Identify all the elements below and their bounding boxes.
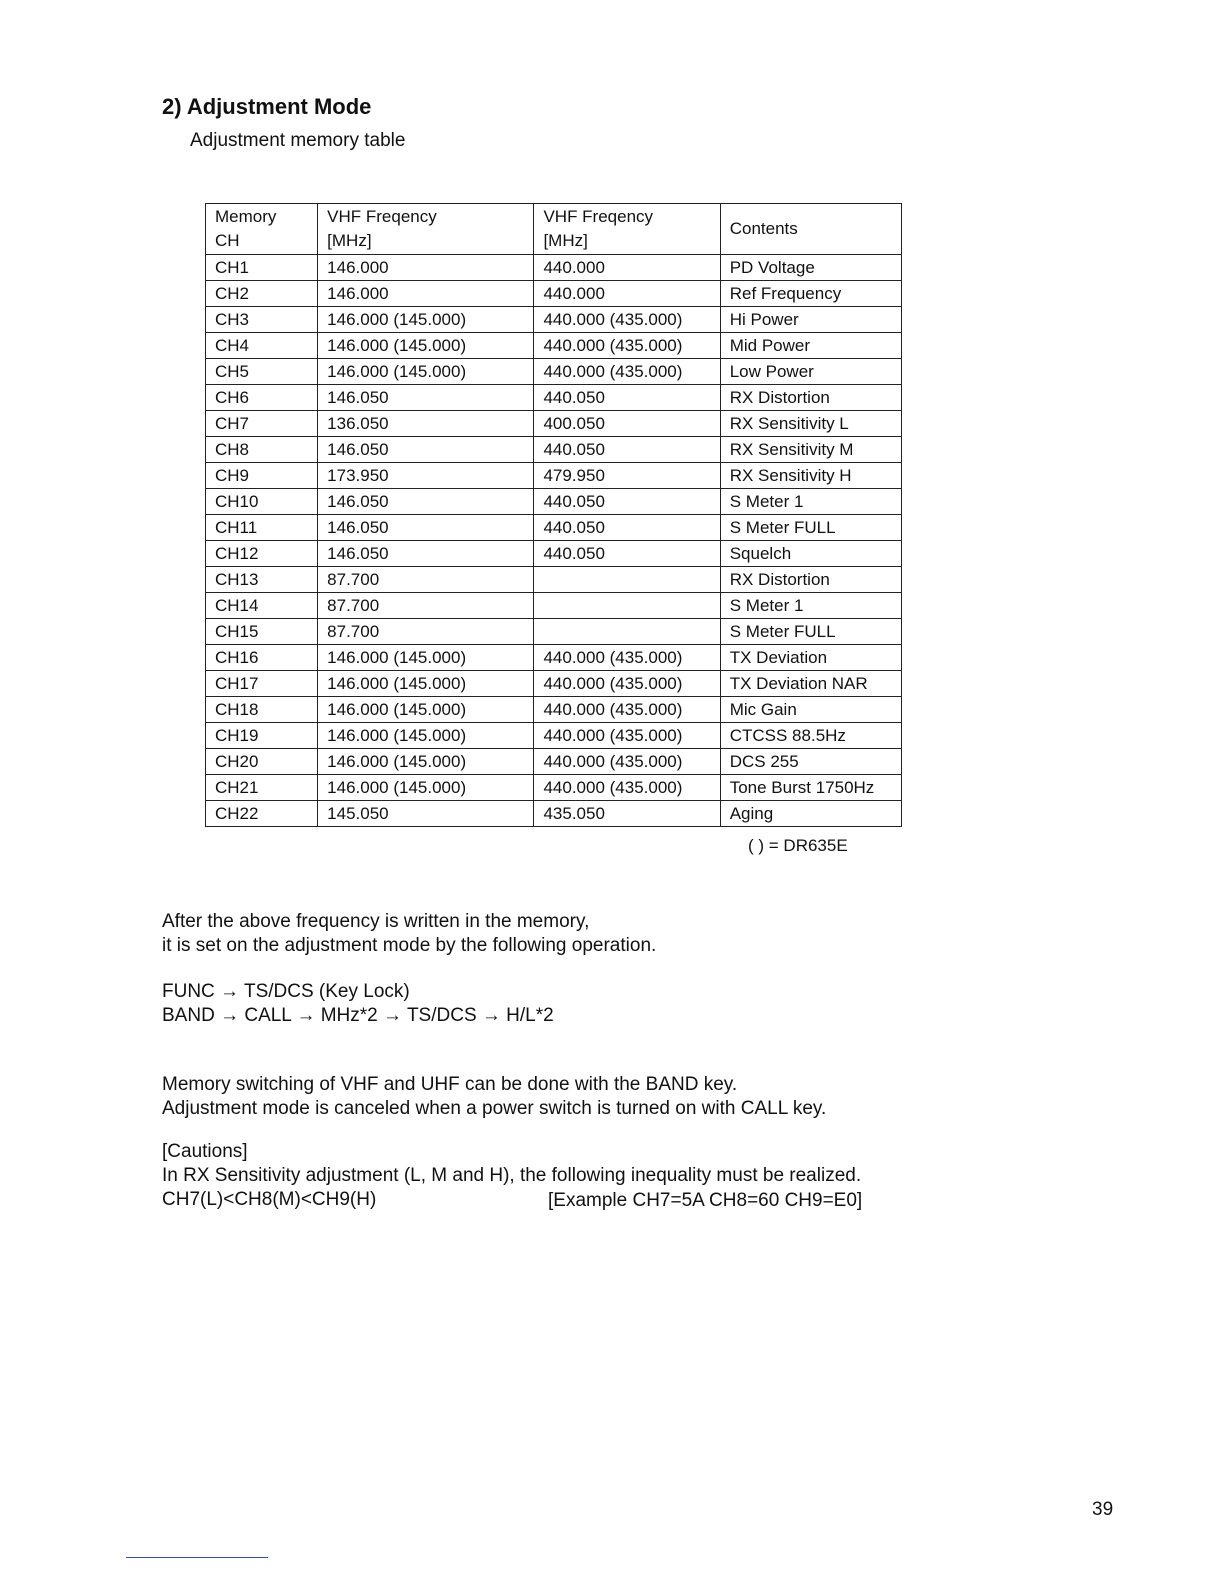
- contents-cell: CTCSS 88.5Hz: [720, 723, 901, 749]
- contents-cell: Aging: [720, 801, 901, 827]
- table-row: [206, 775, 902, 801]
- contents-cell: S Meter FULL: [720, 515, 901, 541]
- vhf-frequency-cell: 146.000 (145.000): [318, 697, 534, 723]
- vhf-frequency-cell: 146.050: [318, 489, 534, 515]
- memory-ch-cell: CH20: [206, 749, 318, 775]
- memory-ch-cell: CH14: [206, 593, 318, 619]
- memory-ch-cell: CH4: [206, 333, 318, 359]
- header-line: VHF Freqency: [543, 207, 654, 226]
- uhf-frequency-cell: 440.050: [534, 515, 720, 541]
- uhf-frequency-cell: 440.000 (435.000): [534, 775, 720, 801]
- cautions-example: [Example CH7=5A CH8=60 CH9=E0]: [548, 1190, 863, 1211]
- contents-cell: Ref Frequency: [720, 281, 901, 307]
- uhf-frequency-cell: 440.000 (435.000): [534, 645, 720, 671]
- contents-cell: Mic Gain: [720, 697, 901, 723]
- uhf-frequency-cell: 440.000 (435.000): [534, 749, 720, 775]
- table-row: [206, 437, 902, 463]
- vhf-frequency-cell: 87.700: [318, 567, 534, 593]
- table-row: [206, 385, 902, 411]
- vhf-frequency-cell: 146.000: [318, 255, 534, 281]
- vhf-frequency-cell: 145.050: [318, 801, 534, 827]
- vhf-frequency-cell: 146.000: [318, 281, 534, 307]
- table-row: [206, 567, 902, 593]
- vhf-frequency-cell: 146.000 (145.000): [318, 333, 534, 359]
- contents-cell: RX Distortion: [720, 567, 901, 593]
- table-row: [206, 489, 902, 515]
- section-heading: 2) Adjustment Mode: [162, 94, 372, 119]
- memory-ch-cell: CH9: [206, 463, 318, 489]
- uhf-frequency-cell: [534, 567, 720, 593]
- header-vhf-frequency: [318, 204, 534, 255]
- vhf-frequency-cell: 146.000 (145.000): [318, 749, 534, 775]
- adjustment-memory-table: [205, 203, 902, 827]
- vhf-frequency-cell: 146.000 (145.000): [318, 671, 534, 697]
- memory-ch-cell: CH8: [206, 437, 318, 463]
- text-line: After the above frequency is written in the memory,: [162, 911, 590, 932]
- vhf-frequency-cell: 146.050: [318, 541, 534, 567]
- memory-ch-cell: CH5: [206, 359, 318, 385]
- vhf-frequency-cell: 136.050: [318, 411, 534, 437]
- memory-ch-cell: CH16: [206, 645, 318, 671]
- table-row: [206, 749, 902, 775]
- contents-cell: TX Deviation: [720, 645, 901, 671]
- uhf-frequency-cell: 479.950: [534, 463, 720, 489]
- uhf-frequency-cell: 440.000: [534, 281, 720, 307]
- header-line: [MHz]: [543, 231, 588, 250]
- contents-cell: RX Sensitivity M: [720, 437, 901, 463]
- text-line: FUNC → TS/DCS (Key Lock): [162, 981, 410, 1002]
- text-line: Adjustment mode is canceled when a power switch is turned on with CALL key.: [162, 1098, 827, 1119]
- table-row: [206, 515, 902, 541]
- uhf-frequency-cell: 435.050: [534, 801, 720, 827]
- memory-ch-cell: CH21: [206, 775, 318, 801]
- footer-rule: [126, 1557, 268, 1558]
- vhf-frequency-cell: 87.700: [318, 619, 534, 645]
- table-header-row: [206, 204, 902, 255]
- header-line: [MHz]: [327, 231, 372, 250]
- contents-cell: S Meter FULL: [720, 619, 901, 645]
- uhf-frequency-cell: [534, 593, 720, 619]
- contents-cell: RX Distortion: [720, 385, 901, 411]
- table-row: [206, 593, 902, 619]
- uhf-frequency-cell: 440.000 (435.000): [534, 333, 720, 359]
- vhf-frequency-cell: 146.050: [318, 385, 534, 411]
- table-row: [206, 359, 902, 385]
- uhf-frequency-cell: 440.000 (435.000): [534, 359, 720, 385]
- vhf-frequency-cell: 173.950: [318, 463, 534, 489]
- memory-ch-cell: CH3: [206, 307, 318, 333]
- memory-ch-cell: CH1: [206, 255, 318, 281]
- header-contents: [720, 204, 901, 255]
- uhf-frequency-cell: 440.000 (435.000): [534, 307, 720, 333]
- table-row: [206, 671, 902, 697]
- table-footnote: ( ) = DR635E: [748, 836, 848, 855]
- contents-cell: RX Sensitivity H: [720, 463, 901, 489]
- vhf-frequency-cell: 146.000 (145.000): [318, 307, 534, 333]
- memory-ch-cell: CH15: [206, 619, 318, 645]
- contents-cell: PD Voltage: [720, 255, 901, 281]
- table-row: [206, 645, 902, 671]
- contents-cell: S Meter 1: [720, 593, 901, 619]
- uhf-frequency-cell: 440.000: [534, 255, 720, 281]
- uhf-frequency-cell: 440.050: [534, 385, 720, 411]
- uhf-frequency-cell: [534, 619, 720, 645]
- table-caption: Adjustment memory table: [190, 130, 406, 151]
- text-line: In RX Sensitivity adjustment (L, M and H), the following inequality must be realized.: [162, 1165, 862, 1186]
- vhf-frequency-cell: 146.050: [318, 437, 534, 463]
- contents-cell: Tone Burst 1750Hz: [720, 775, 901, 801]
- contents-cell: Hi Power: [720, 307, 901, 333]
- memory-ch-cell: CH13: [206, 567, 318, 593]
- uhf-frequency-cell: 440.050: [534, 489, 720, 515]
- table-row: [206, 255, 902, 281]
- table-row: [206, 697, 902, 723]
- header-uhf-frequency: [534, 204, 720, 255]
- uhf-frequency-cell: 440.000 (435.000): [534, 723, 720, 749]
- memory-ch-cell: CH22: [206, 801, 318, 827]
- uhf-frequency-cell: 440.000 (435.000): [534, 671, 720, 697]
- uhf-frequency-cell: 400.050: [534, 411, 720, 437]
- page-number: 39: [1092, 1499, 1114, 1520]
- vhf-frequency-cell: 146.000 (145.000): [318, 645, 534, 671]
- memory-ch-cell: CH7: [206, 411, 318, 437]
- table-row: [206, 333, 902, 359]
- text-line: [Cautions]: [162, 1141, 248, 1162]
- vhf-frequency-cell: 146.000 (145.000): [318, 775, 534, 801]
- write-instructions: [162, 910, 656, 958]
- header-line: CH: [215, 231, 240, 250]
- memory-ch-cell: CH17: [206, 671, 318, 697]
- header-line: VHF Freqency: [327, 207, 437, 226]
- table-row: [206, 463, 902, 489]
- contents-cell: Mid Power: [720, 333, 901, 359]
- memory-ch-cell: CH12: [206, 541, 318, 567]
- memory-ch-cell: CH2: [206, 281, 318, 307]
- memory-ch-cell: CH10: [206, 489, 318, 515]
- vhf-frequency-cell: 87.700: [318, 593, 534, 619]
- text-line: BAND → CALL → MHz*2 → TS/DCS → H/L*2: [162, 1005, 554, 1026]
- contents-cell: S Meter 1: [720, 489, 901, 515]
- contents-cell: DCS 255: [720, 749, 901, 775]
- table-body: [206, 255, 902, 827]
- vhf-frequency-cell: 146.050: [318, 515, 534, 541]
- mode-notes: [162, 1073, 826, 1121]
- key-sequence: [162, 980, 554, 1028]
- memory-ch-cell: CH11: [206, 515, 318, 541]
- contents-cell: Low Power: [720, 359, 901, 385]
- contents-cell: Squelch: [720, 541, 901, 567]
- table-row: [206, 801, 902, 827]
- vhf-frequency-cell: 146.000 (145.000): [318, 359, 534, 385]
- uhf-frequency-cell: 440.050: [534, 437, 720, 463]
- text-line: CH7(L)<CH8(M)<CH9(H): [162, 1189, 377, 1210]
- uhf-frequency-cell: 440.000 (435.000): [534, 697, 720, 723]
- text-line: Memory switching of VHF and UHF can be done with the BAND key.: [162, 1074, 738, 1095]
- table-row: [206, 307, 902, 333]
- text-line: it is set on the adjustment mode by the following operation.: [162, 935, 657, 956]
- contents-cell: TX Deviation NAR: [720, 671, 901, 697]
- header-line: Memory: [215, 207, 277, 226]
- table-row: [206, 411, 902, 437]
- header-memory-ch: [206, 204, 318, 255]
- vhf-frequency-cell: 146.000 (145.000): [318, 723, 534, 749]
- table-row: [206, 619, 902, 645]
- memory-ch-cell: CH6: [206, 385, 318, 411]
- memory-ch-cell: CH18: [206, 697, 318, 723]
- header-line: Contents: [729, 219, 798, 238]
- table-row: [206, 281, 902, 307]
- memory-ch-cell: CH19: [206, 723, 318, 749]
- table-row: [206, 541, 902, 567]
- uhf-frequency-cell: 440.050: [534, 541, 720, 567]
- contents-cell: RX Sensitivity L: [720, 411, 901, 437]
- table-row: [206, 723, 902, 749]
